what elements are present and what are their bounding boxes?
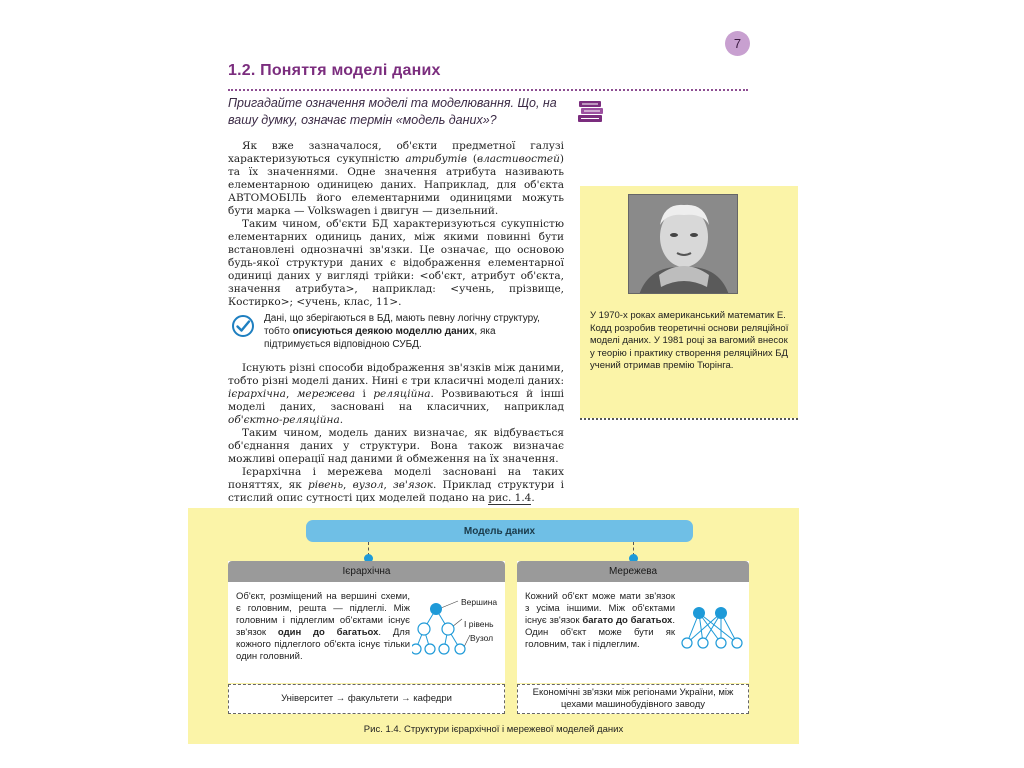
network-example: Економічні зв'язки між регіонами України, між цехами машинобудівного заводу: [517, 684, 749, 714]
body-text-1: [228, 140, 564, 309]
figure-1-4: [188, 508, 799, 744]
section-title: 1.2. Поняття моделі даних: [228, 62, 441, 79]
portrait-photo: [628, 194, 738, 294]
label-node: Вузол: [470, 633, 494, 643]
paragraph: Таким чином, модель даних визначає, як відбувається об'єднання даних у структури. Вона також визначає можливі операції над даними й обмеження на їх значення.: [228, 427, 564, 465]
page-number: 7: [725, 31, 750, 56]
key-note: [232, 312, 562, 356]
portrait-illustration: [629, 195, 738, 294]
paragraph: Як вже зазначалося, об'єкти предметної галузі характеризуються сукупністю атрибутів (властивостей) та їх значеннями. Одне значення атрибута називають елементарною одиницею даних. Наприклад, для об'єкта АВТОМОБІЛЬ його елементарними одиницями можуть бути марка — Volkswagen і двигун — дизельний.: [228, 140, 564, 217]
figure-caption: Рис. 1.4. Структури ієрархічної і мережевої моделей даних: [363, 724, 624, 735]
label-level: І рівень: [464, 619, 494, 629]
figure-title: Модель даних: [306, 520, 693, 542]
figure-reference-link[interactable]: рис. 1.4: [488, 492, 532, 504]
paragraph: Ієрархічна і мережева моделі засновані на таких поняттях, як рівень, вузол, зв'язок. Приклад структури і стислий опис сутності цих моделей подано на рис. 1.4.: [228, 466, 564, 504]
intro-question: Пригадайте означення моделі та моделювання. Що, на вашу думку, означає термін «модель даних»?: [228, 96, 557, 127]
sidebar-text: У 1970-х роках американський математик Е. Кодд розробив теоретичні основи реляційної моделі даних. У 1981 році за вагомий внесок у теорію і практику створення реляційних БД учений отримав премію Тюрінга.: [590, 310, 789, 371]
sidebar-box: [580, 186, 798, 418]
note-text: Дані, що зберігаються в БД, мають певну логічну структуру, тобто описуються деякою моделлю даних, яка підтримується відповідною СУБД.: [264, 313, 540, 350]
sidebar-divider: [580, 418, 798, 420]
network-card-header: Мережева: [517, 561, 749, 582]
network-card: [517, 561, 749, 683]
network-graph-diagram: [681, 603, 747, 663]
hierarchical-description: Об'єкт, розміщений на вершині схеми, є головним, решта — підлеглі. Між головним і підлеглим об'єктами існує зв'язок один до багатьох. Для кожного підлеглого об'єкта існує тільки один головний.: [236, 591, 410, 662]
hierarchical-card: [228, 561, 505, 683]
label-top: Вершина: [461, 597, 498, 607]
paragraph: Таким чином, об'єкти БД характеризуються сукупністю елементарних одиниць даних, між якими повинні бути встановлені однозначні зв'язки. Це означає, що основою будь-якої структури даних є відображення елементарної одиниці даних у вигляді трійки: <об'єкт, атрибут об'єкта, значення атрибута>, наприклад: <учень, прізвище, Костирко>; <учень, клас, 11>.: [228, 218, 564, 308]
section-divider: [228, 89, 748, 91]
paragraph: Існують різні способи відображення зв'язків між даними, тобто різні моделі даних. Нині є три класичні моделі даних: ієрархічна, мережева і реляційна. Розвиваються й інші моделі даних, засновані на класичних, наприклад об'єктно-реляційна.: [228, 362, 564, 426]
books-icon: [576, 96, 606, 126]
body-text-2: [228, 362, 564, 505]
hierarchical-example: Університет → факультети → кафедри: [228, 684, 505, 714]
network-description: Кожний об'єкт може мати зв'язок з усіма іншими. Між об'єктами існує зв'язок багато до багатьох. Один об'єкт може бути як головним, так і підлеглим.: [525, 591, 675, 650]
checkmark-icon: [232, 315, 254, 337]
hierarchical-card-header: Ієрархічна: [228, 561, 505, 582]
